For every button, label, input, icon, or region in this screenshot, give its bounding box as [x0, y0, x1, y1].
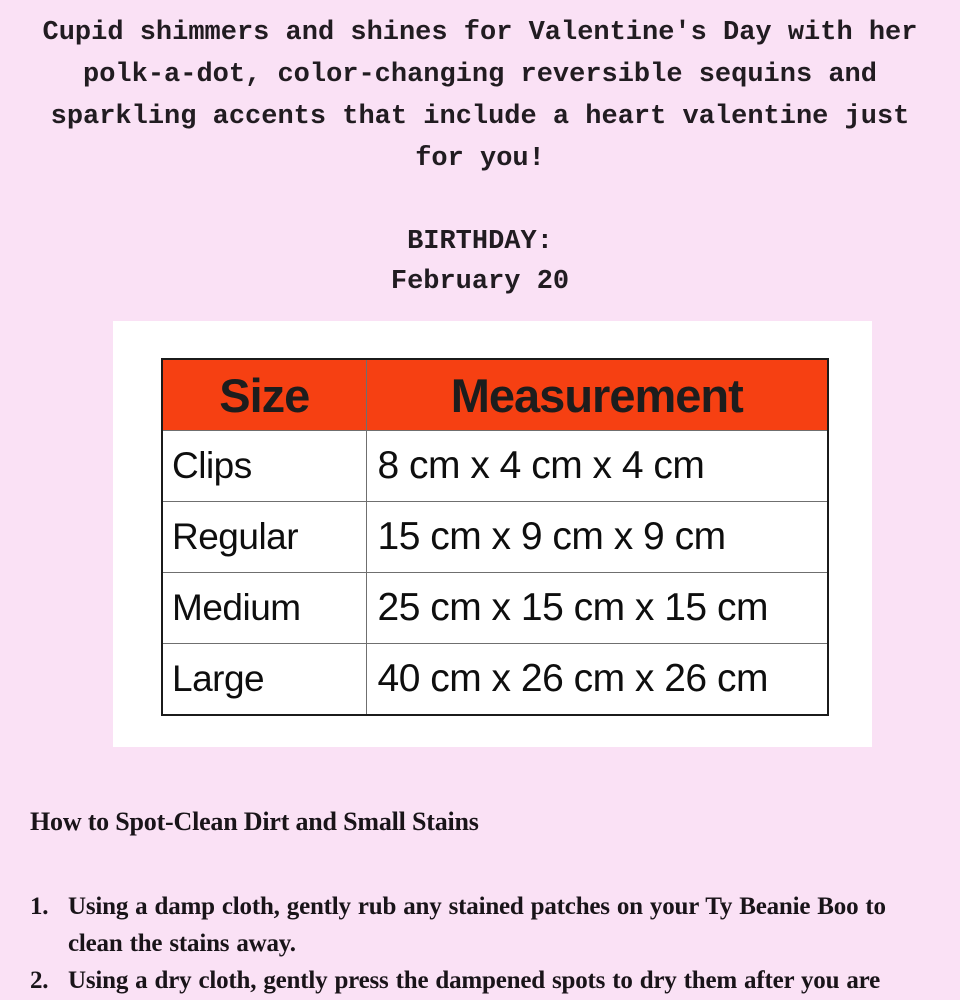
table-row [162, 644, 828, 716]
birthday-block [0, 222, 960, 302]
list-item-text: Using a damp cloth, gently rub any stained patches on your Ty Beanie Boo to clean the stains away. [68, 893, 886, 957]
birthday-date: February 20 [390, 267, 570, 297]
measurement-value: 40 cm x 26 cm x 26 cm [366, 644, 828, 716]
measurement-value: 8 cm x 4 cm x 4 cm [366, 431, 828, 502]
table-row [162, 502, 828, 573]
list-item [30, 962, 942, 999]
size-chart-panel [113, 321, 872, 747]
table-row [162, 431, 828, 502]
description-line: for you! [415, 144, 545, 174]
size-table [161, 358, 829, 716]
care-instructions-heading: How to Spot-Clean Dirt and Small Stains [30, 807, 479, 836]
description-line: Cupid shimmers and shines for Valentine's Day with her [42, 18, 918, 48]
description-line: sparkling accents that include a heart valentine just [50, 102, 910, 132]
size-value: Clips [162, 431, 366, 502]
size-table-header-row [162, 359, 828, 431]
list-item-number: 1. [30, 893, 49, 920]
size-column-header: Size [162, 359, 366, 431]
care-instructions-list [30, 888, 942, 999]
description-line: polk-a-dot, color-changing reversible sequins and [83, 60, 877, 90]
size-value: Medium [162, 573, 366, 644]
size-value: Regular [162, 502, 366, 573]
measurement-value: 25 cm x 15 cm x 15 cm [366, 573, 828, 644]
size-value: Large [162, 644, 366, 716]
list-item [30, 888, 942, 962]
list-item-number: 2. [30, 967, 49, 994]
birthday-label: BIRTHDAY: [407, 227, 553, 257]
list-item-text: Using a dry cloth, gently press the dampened spots to dry them after you are [68, 967, 880, 994]
measurement-column-header: Measurement [366, 359, 828, 431]
measurement-value: 15 cm x 9 cm x 9 cm [366, 502, 828, 573]
table-row [162, 573, 828, 644]
product-description [0, 12, 960, 180]
